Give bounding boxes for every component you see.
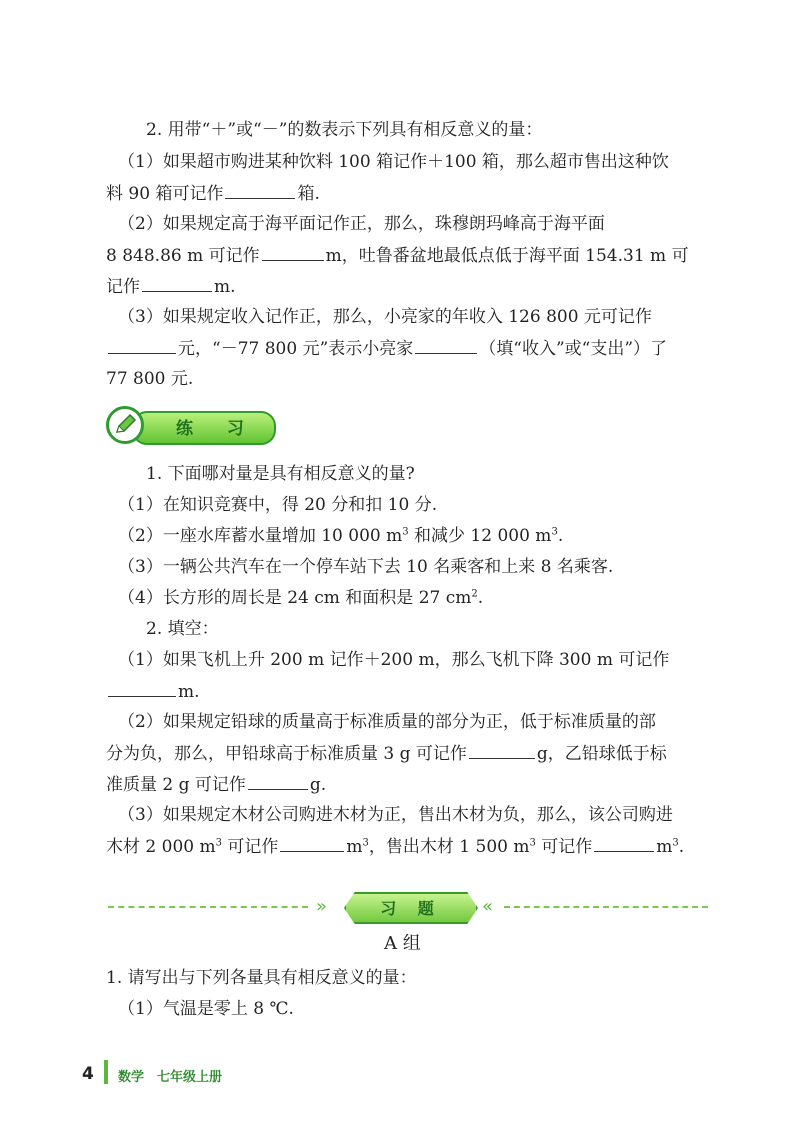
superscript: 3	[551, 526, 558, 538]
footer-accent-bar	[104, 1060, 108, 1084]
practice-label: 练 习	[176, 419, 258, 439]
text: 分为负，那么，甲铅球高于标准质量 3 g 可记作	[106, 744, 467, 764]
question-2-part-3-line-2	[106, 336, 667, 361]
text: m.	[178, 682, 200, 702]
practice-question-2-part-2-line-1: （2）如果规定铅球的质量高于标准质量的部分为正，低于标准质量的部	[118, 712, 656, 732]
question-2-part-3-line-3: 77 800 元.	[106, 369, 194, 389]
text: ，售出木材 1 500 m	[368, 837, 530, 857]
answer-blank[interactable]	[594, 834, 654, 852]
text: g.	[309, 775, 327, 795]
practice-question-2-part-2-line-2	[106, 741, 667, 766]
text: 记作	[106, 277, 140, 297]
text: m	[346, 837, 363, 857]
superscript: 3	[215, 837, 222, 849]
text: 可记作	[535, 837, 593, 857]
text: m	[656, 837, 673, 857]
text: g，乙铅球低于标	[536, 744, 667, 764]
question-2-part-1-line-2	[106, 181, 320, 206]
question-2-title: 2. 用带“＋”或“－”的数表示下列具有相反意义的量：	[146, 120, 543, 140]
dashed-line-right	[504, 906, 708, 908]
practice-question-2-part-3-line-2	[106, 834, 684, 859]
question-2-part-2-line-2	[106, 243, 689, 268]
answer-blank[interactable]	[262, 243, 324, 261]
practice-question-1-d	[118, 586, 483, 610]
question-2-part-1-line-1: （1）如果超市购进某种饮料 100 箱记作＋100 箱，那么超市售出这种饮	[118, 152, 669, 172]
exercise-question-1-title: 1. 请写出与下列各量具有相反意义的量：	[106, 968, 417, 988]
answer-blank[interactable]	[469, 741, 535, 759]
practice-question-2-title: 2. 填空：	[146, 619, 219, 639]
question-2-part-2-line-1: （2）如果规定高于海平面记作正，那么，珠穆朗玛峰高于海平面	[118, 214, 605, 234]
exercise-question-1-a: （1）气温是零上 8 ℃.	[118, 999, 294, 1019]
text: （填“收入”或“支出”）了	[479, 339, 668, 359]
superscript: 3	[529, 837, 536, 849]
practice-question-1-b	[118, 524, 563, 548]
answer-blank[interactable]	[248, 772, 308, 790]
text: （4）长方形的周长是 24 cm 和面积是 27 cm	[118, 588, 472, 608]
group-heading: A 组	[384, 933, 421, 954]
practice-question-2-part-3-line-1: （3）如果规定木材公司购进木材为正，售出木材为负，那么，该公司购进	[118, 805, 673, 825]
text: 箱.	[297, 184, 320, 204]
exercises-label: 习 题	[380, 899, 442, 918]
text: 8 848.86 m 可记作	[106, 246, 260, 266]
superscript: 3	[672, 837, 679, 849]
superscript: 3	[362, 837, 369, 849]
exercises-section-divider	[108, 892, 708, 924]
text: 和减少 12 000 m	[408, 526, 552, 546]
answer-blank[interactable]	[108, 679, 176, 697]
book-title: 数学 七年级上册	[118, 1070, 223, 1085]
superscript: 3	[402, 526, 409, 538]
text: 木材 2 000 m	[106, 837, 216, 857]
superscript: 2	[471, 588, 478, 600]
question-2-part-3-line-1: （3）如果规定收入记作正，那么，小亮家的年收入 126 800 元可记作	[118, 307, 652, 327]
pencil-icon-svg	[109, 409, 141, 441]
chevron-right-icon: »	[316, 896, 328, 917]
pencil-icon	[106, 406, 144, 444]
text: m，吐鲁番盆地最低点低于海平面 154.31 m 可	[325, 246, 689, 266]
practice-question-2-part-1-line-2	[106, 679, 200, 704]
answer-blank[interactable]	[280, 834, 344, 852]
text: m.	[214, 277, 236, 297]
practice-question-1-c: （3）一辆公共汽车在一个停车站下去 10 名乘客和上来 8 名乘客.	[118, 557, 614, 577]
practice-question-2-part-2-line-3	[106, 772, 326, 797]
practice-question-2-part-1-line-1: （1）如果飞机上升 200 m 记作＋200 m，那么飞机下降 300 m 可记作	[118, 650, 670, 670]
answer-blank[interactable]	[415, 336, 477, 354]
text: 可记作	[221, 837, 279, 857]
text: 料 90 箱可记作	[106, 184, 224, 204]
text: .	[557, 526, 564, 546]
chevron-left-icon: «	[482, 896, 494, 917]
practice-question-1-title: 1. 下面哪对量是具有相反意义的量?	[146, 464, 415, 484]
answer-blank[interactable]	[142, 274, 212, 292]
practice-section-badge	[106, 406, 274, 444]
answer-blank[interactable]	[225, 181, 295, 199]
text: 准质量 2 g 可记作	[106, 775, 246, 795]
text: .	[678, 837, 685, 857]
text: .	[477, 588, 484, 608]
practice-question-1-a: （1）在知识竞赛中，得 20 分和扣 10 分.	[118, 495, 438, 515]
page-number: 4	[82, 1064, 94, 1084]
answer-blank[interactable]	[108, 336, 176, 354]
question-2-part-2-line-3	[106, 274, 236, 299]
text: 元，“－77 800 元”表示小亮家	[178, 339, 414, 359]
text: （2）一座水库蓄水量增加 10 000 m	[118, 526, 403, 546]
dashed-line-left	[108, 906, 308, 908]
